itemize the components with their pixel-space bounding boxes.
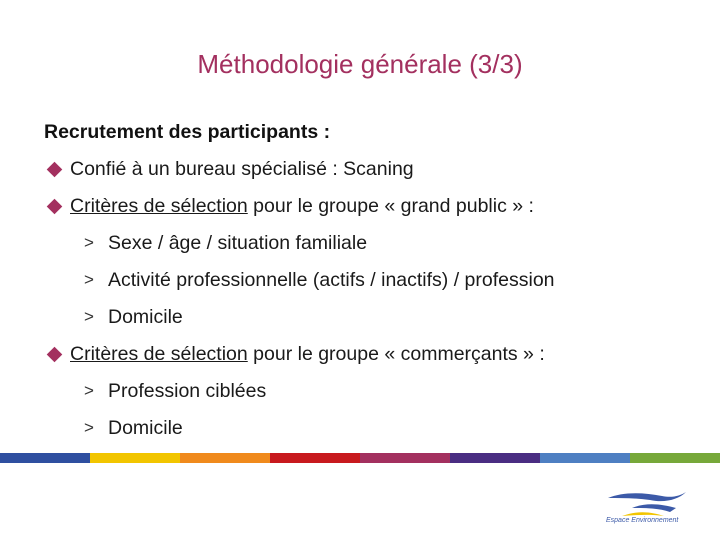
diamond-bullet-icon xyxy=(47,346,63,362)
bullet-text: pour le groupe « grand public » : xyxy=(247,195,534,217)
section-heading: Recrutement des participants : xyxy=(44,121,331,143)
sub-item-text: Domicile xyxy=(108,417,183,439)
bullet-item-1 xyxy=(44,155,414,183)
sub-item xyxy=(84,266,555,294)
sub-item xyxy=(84,229,367,257)
sub-item xyxy=(84,303,183,331)
bullet-item-2 xyxy=(44,192,534,220)
chevron-right-icon: > xyxy=(84,307,94,326)
sub-item-text: Profession ciblées xyxy=(108,380,267,402)
stripe-segment xyxy=(180,453,270,463)
chevron-right-icon: > xyxy=(84,270,94,289)
slide-title: Méthodologie générale (3/3) xyxy=(197,49,523,79)
stripe-segment xyxy=(360,453,450,463)
stripe-segment xyxy=(630,453,720,463)
stripe-segment xyxy=(270,453,360,463)
diamond-bullet-icon xyxy=(47,198,63,214)
underlined-text: Critères de sélection xyxy=(70,195,248,217)
sub-item xyxy=(84,377,266,405)
bullet-text: Confié à un bureau spécialisé : Scaning xyxy=(70,158,414,180)
bullet-text: pour le groupe « commerçants » : xyxy=(247,343,545,365)
chevron-right-icon: > xyxy=(84,233,94,252)
underlined-text: Critères de sélection xyxy=(70,343,248,365)
logo-text: Espace Environnement xyxy=(606,517,679,524)
sub-item-text: Domicile xyxy=(108,306,183,328)
diamond-bullet-icon xyxy=(47,161,63,177)
chevron-right-icon: > xyxy=(84,418,94,437)
color-stripe xyxy=(0,453,720,463)
stripe-segment xyxy=(0,453,90,463)
stripe-segment xyxy=(450,453,540,463)
sub-item-text: Sexe / âge / situation familiale xyxy=(108,232,368,254)
stripe-segment xyxy=(90,453,180,463)
sub-item-text: Activité professionnelle (actifs / inactifs) / profession xyxy=(108,269,555,291)
bullet-item-3 xyxy=(44,340,545,368)
stripe-segment xyxy=(540,453,630,463)
sub-item xyxy=(84,414,183,442)
chevron-right-icon: > xyxy=(84,381,94,400)
